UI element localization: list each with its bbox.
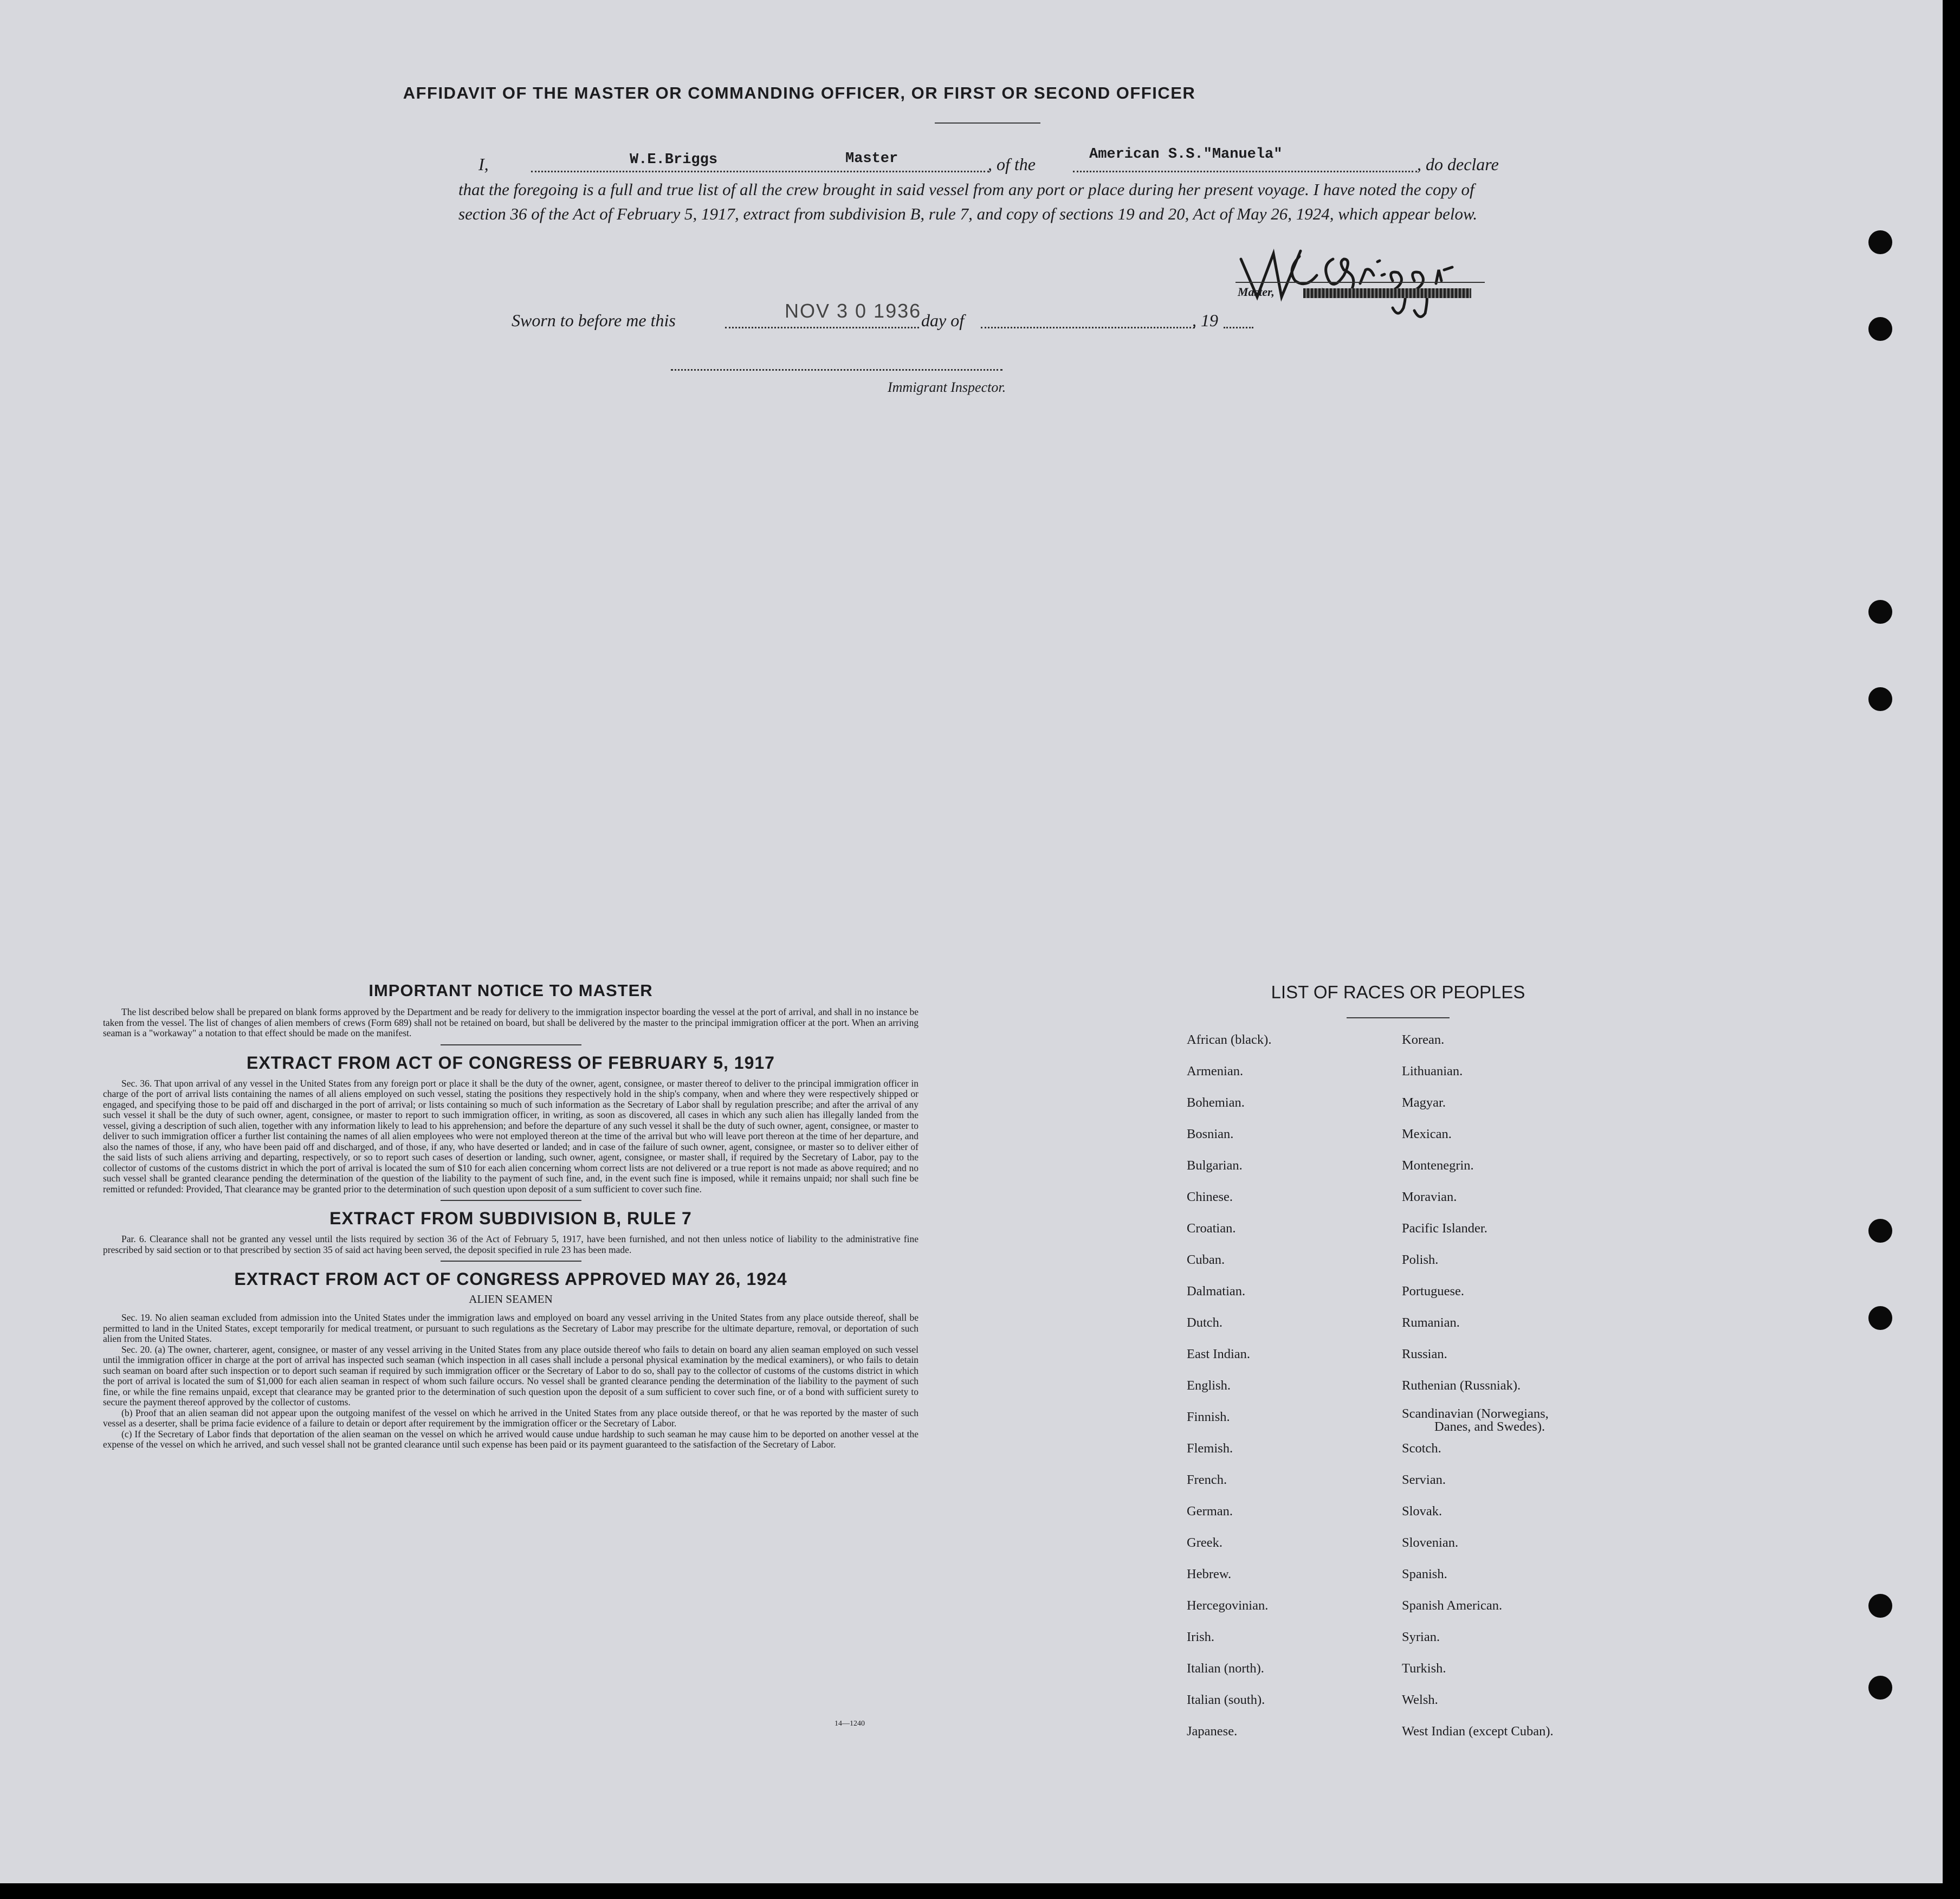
signature-line [1235, 282, 1485, 283]
race-item: Chinese. [1187, 1190, 1233, 1204]
punch-hole [1868, 230, 1892, 254]
subdivision-b-heading: EXTRACT FROM SUBDIVISION B, RULE 7 [329, 1209, 692, 1228]
sworn-date-line [725, 327, 919, 328]
race-item: Dalmatian. [1187, 1284, 1246, 1299]
race-item: West Indian (except Cuban). [1402, 1724, 1554, 1739]
notice-section [103, 981, 918, 1450]
inspector-label: Immigrant Inspector. [888, 379, 1006, 395]
race-item: Montenegrin. [1402, 1158, 1474, 1173]
punch-hole [1868, 1676, 1892, 1700]
alien-seamen-subheading: ALIEN SEAMEN [469, 1293, 553, 1306]
punch-hole [1868, 1219, 1892, 1243]
race-item: Moravian. [1402, 1190, 1457, 1204]
race-item: Hercegovinian. [1187, 1598, 1269, 1613]
extract-1924-heading: EXTRACT FROM ACT OF CONGRESS APPROVED MAY 26, 1924 [234, 1269, 787, 1289]
section-rule [441, 1261, 581, 1262]
races-title-rule [1347, 1017, 1450, 1018]
day-of-line [981, 327, 1195, 328]
race-item: Servian. [1402, 1472, 1446, 1487]
race-item: Finnish. [1187, 1410, 1230, 1424]
title-rule [935, 122, 1040, 124]
affidavit-title: AFFIDAVIT OF THE MASTER OR COMMANDING OFFICER, OR FIRST OR SECOND OFFICER [403, 83, 1196, 102]
race-item: Japanese. [1187, 1724, 1238, 1739]
race-item: Welsh. [1402, 1693, 1438, 1707]
race-item: East Indian. [1187, 1347, 1251, 1361]
of-the-label: , of the [988, 154, 1036, 174]
race-item: Greek. [1187, 1535, 1222, 1550]
form-number: 14—1240 [835, 1720, 865, 1728]
race-item: Korean. [1402, 1032, 1445, 1047]
race-item: Irish. [1187, 1630, 1215, 1644]
race-item: Ruthenian (Russniak). [1402, 1378, 1521, 1393]
scan-edge [1943, 0, 1960, 1899]
section-rule [441, 1200, 581, 1201]
race-item: Turkish. [1402, 1661, 1446, 1676]
punch-hole [1868, 317, 1892, 341]
notice-heading: IMPORTANT NOTICE TO MASTER [368, 981, 653, 1000]
race-item: Magyar. [1402, 1095, 1446, 1110]
race-item: Syrian. [1402, 1630, 1440, 1644]
race-item: Bohemian. [1187, 1095, 1245, 1110]
race-item: French. [1187, 1472, 1227, 1487]
master-rank: Master [845, 151, 898, 167]
races-title: LIST OF RACES OR PEOPLES [1271, 982, 1525, 1002]
vessel-name: American S.S."Manuela" [1089, 146, 1283, 163]
sworn-label: Sworn to before me this [512, 311, 676, 330]
race-item: Bulgarian. [1187, 1158, 1243, 1173]
race-item: Portuguese. [1402, 1284, 1464, 1299]
do-declare-label: , do declare [1417, 154, 1499, 174]
notice-text: The list described below shall be prepared on blank forms approved by the Department and be ready for delivery to the immigration inspector boarding the vessel at the port of arrival, and shall in no instance be taken from the vessel. The list of changes of alien members of crews (Form 689) shall not be retained on board, but shall be delivered by the master to the principal immigration officer at the port. When an arriving seaman is a "workaway" a notation to that effect should be made on the manifest. [103, 1006, 918, 1038]
race-item: Bosnian. [1187, 1127, 1234, 1141]
date-stamp: NOV 3 0 1936 [785, 300, 922, 322]
vessel-line [1073, 171, 1417, 172]
race-item: Rumanian. [1402, 1315, 1460, 1330]
race-item: Italian (south). [1187, 1693, 1265, 1707]
race-item: English. [1187, 1378, 1231, 1393]
punch-hole [1868, 600, 1892, 624]
section-20b-text: (b) Proof that an alien seaman did not appear upon the outgoing manifest of the vessel on which he arrived in the United States from any place outside thereof, or that he was reported by the master of such vessel as a deserter, shall be prima facie evidence of a failure to detain or deport after requirement by the immigration officer or the Secretary of Labor. [103, 1407, 918, 1429]
race-item: Flemish. [1187, 1441, 1233, 1456]
race-item: Pacific Islander. [1402, 1221, 1487, 1236]
race-item: Lithuanian. [1402, 1064, 1463, 1078]
section-20a-text: Sec. 20. (a) The owner, charterer, agent, consignee, or master of any vessel arriving in the United States from any place outside thereof who fails to detain on board any alien seaman employed on such vessel until the immigration officer in charge at the port of arrival has inspected such seaman (which inspection in all cases shall include a personal physical examination by the medical examiners), or who fails to detain such seaman on board after such inspection or to deport such seaman if required by such immigration officer or the Secretary of Labor to do so, shall pay to the collector of customs of the customs district in which the port of arrival is located the sum of $1,000 for each alien seaman in respect of whom such failure occurs. No vessel shall be granted clearance pending the determination of the liability to the payment of such fine, or while the fine remains unpaid, except that clearance may be granted prior to the determination of such question upon the deposit of a sum sufficient to cover such fine, or of a bond with sufficient surety to secure the payment thereof approved by the collector of customs. [103, 1343, 918, 1407]
year-label: , 19 [1192, 311, 1218, 330]
subdivision-b-text: Par. 6. Clearance shall not be granted any vessel until the lists required by section 36 of the Act of February 5, 1917, have been furnished, and not then unless notice of liability to the administrative fine prescribed by said section or to that prescribed by section 35 of said act having been served, the deposit specified in rule 23 has been made. [103, 1233, 918, 1255]
punch-hole [1868, 687, 1892, 711]
race-item: Slovak. [1402, 1504, 1442, 1519]
section-19-text: Sec. 19. No alien seaman excluded from admission into the United States under the immigration laws and employed on board any vessel arriving in the United States from any place outside thereof, shall be permitted to land in the United States, except temporarily for medical treatment, or pursuant to such regulations as the Secretary of Labor may prescribe for the ultimate departure, removal, or deportation of such alien from the United States. [103, 1312, 918, 1344]
race-item: Scotch. [1402, 1441, 1441, 1456]
day-of-label: day of [921, 311, 965, 330]
extract-1917-text: Sec. 36. That upon arrival of any vessel in the United States from any foreign port or place it shall be the duty of the owner, agent, consignee, or master thereof to deliver to the principal immigration officer in charge of the port of arrival lists containing the names of all aliens employed on such vessel, stating the positions they respectively hold in the ship's company, when and where they were respectively shipped or engaged, and specifying those to be paid off and discharged in the port of arrival; or lists containing so much of such information as the Secretary of Labor shall by regulation prescribe; and after the arrival of any such vessel it shall be the duty of such owner, agent, consignee, or master to report to such immigration officer, in writing, as soon as discovered, all cases in which any such alien has illegally landed from the vessel, giving a description of such alien, together with any information likely to lead to his apprehension; and before the departure of any such vessel it shall be the duty of such owner, agent, consignee, or master to deliver to such immigration officer a further list containing the names of all alien employees who were not employed thereon at the time of the arrival but who will leave port thereon at the time of her departure, and also the names of those, if any, who have been paid off and discharged, and of those, if any, who have deserted or landed; and in case of the failure of such owner, agent, consignee, or master so to deliver either of the said lists of such aliens arriving and departing, respectively, or so to report such cases of desertion or landing, such owner, agent, consignee, or master shall, if required by the Secretary of Labor, pay to the collector of customs of the customs district in which the port of arrival is located the sum of $10 for each alien concerning whom correct lists are not delivered or a true report is not made as above required; and no such vessel shall be granted clearance pending the determination of the question of the liability to the payment of such fine, and, in the event such fine is imposed, while it remains unpaid; nor shall such fine be remitted or refunded: Provided, That clearance may be granted prior to the determination of such question upon deposit of a sum sufficient to cover such fine. [103, 1077, 918, 1194]
race-item: Mexican. [1402, 1127, 1452, 1141]
race-item: Spanish. [1402, 1567, 1447, 1581]
affidavit-statement: that the foregoing is a full and true list of all the crew brought in said vessel from any port or place during her present voyage. I have noted the copy of section 36 of the Act of February 5, 1917, extract from subdivision B, rule 7, and copy of sections 19 and 20, Act of May 26, 1924, which appear below. [458, 180, 1478, 223]
extract-1917-heading: EXTRACT FROM ACT OF CONGRESS OF FEBRUARY 5, 1917 [247, 1052, 775, 1073]
race-item: Polish. [1402, 1252, 1439, 1267]
race-item-continued: Danes, and Swedes). [1434, 1419, 1545, 1434]
race-item: Scandinavian (Norwegians, [1402, 1406, 1549, 1421]
name-rank-line [531, 171, 989, 172]
race-item: Dutch. [1187, 1315, 1222, 1330]
race-item: African (black). [1187, 1032, 1272, 1047]
signature-caption: Master, [1238, 285, 1275, 299]
section-20c-text: (c) If the Secretary of Labor finds that deportation of the alien seaman on the vessel on which he arrived would cause undue hardship to such seaman he may cause him to be deported on another vessel at the expense of the vessel on which he arrived, and such vessel shall not be granted clearance until such expense has been paid or its payment guaranteed to the satisfaction of the Secretary of Labor. [103, 1428, 918, 1450]
punch-hole [1868, 1594, 1892, 1618]
punch-hole [1868, 1306, 1892, 1330]
race-item: Italian (north). [1187, 1661, 1264, 1676]
inspector-signature-line [671, 369, 1002, 371]
race-item: Hebrew. [1187, 1567, 1232, 1581]
race-item: Slovenian. [1402, 1535, 1459, 1550]
signature [1235, 237, 1485, 324]
year-line [1224, 327, 1253, 328]
race-item: Cuban. [1187, 1252, 1225, 1267]
struck-out-text [1303, 288, 1471, 298]
affidavit-i: I, [478, 154, 489, 174]
master-name: W.E.Briggs [630, 152, 718, 168]
race-item: Russian. [1402, 1347, 1447, 1361]
race-item: Armenian. [1187, 1064, 1244, 1078]
race-item: Spanish American. [1402, 1598, 1503, 1613]
race-item: Croatian. [1187, 1221, 1236, 1236]
race-item: German. [1187, 1504, 1233, 1519]
section-rule [441, 1044, 581, 1045]
